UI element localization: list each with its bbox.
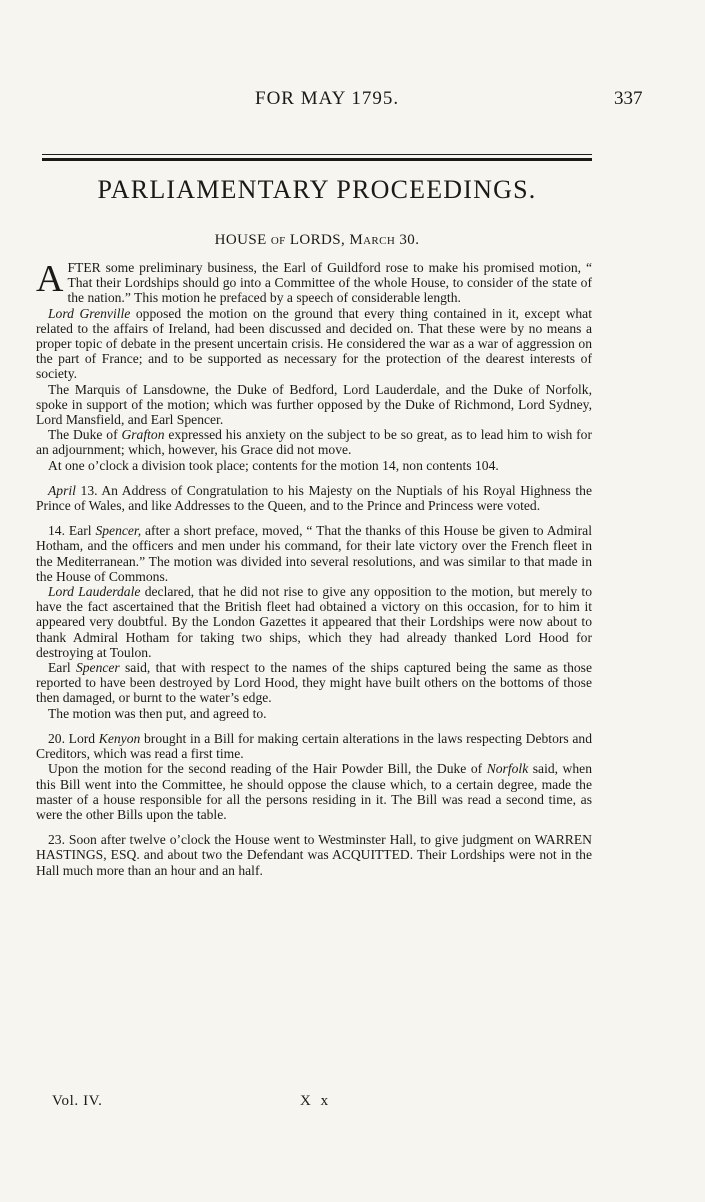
paragraph-text: after a short preface, moved, “ That the thanks of this House be given to Admiral Hotham, and the officers and men under his command, for their late victory over the French fleet in the Mediterranean.” The motion was divided into several resolutions, and was similar to that made in the House of Commons. [36,523,592,584]
paragraph-hair-powder [36,761,592,822]
date-label: April [48,482,76,498]
paragraph-lead: 14. Earl [48,523,96,539]
signature-mark: X x [300,1093,332,1109]
paragraph-division: At one o’clock a division took place; contents for the motion 14, non contents 104. [48,457,499,473]
paragraph-text: FTER some preliminary business, the Earl of Guildford rose to make his promised motion, “ That their Lordships should go into a Committee of the whole House, to consider of the state of the nation.” This motion he prefaced by a speech of considerable length. [67,260,592,306]
paragraph-text: 13. An Address of Congratulation to his Majesty on the Nuptials of his Royal Highness the Prince of Wales, and like Addresses to the Queen, and to the Prince and Princess were voted. [36,482,592,514]
paragraph-text: said, when this Bill went into the Committee, he should oppose the clause which, to a certain degree, made the master of a house responsible for all the persons residing in it. The Bill was read a second time, as were the other Bills upon the table. [36,761,592,822]
house-heading-of: of [270,232,286,248]
paragraph-motion-agreed: The motion was then put, and agreed to. [48,705,267,721]
volume-signature: Vol. IV. [52,1093,103,1109]
running-head-title: FOR MAY 1795. [255,88,400,109]
paragraph-text: brought in a Bill for making certain alterations in the laws respecting Debtors and Creditors, which was read a first time. [36,730,592,762]
paragraph-grenville [36,306,592,382]
house-heading-house: HOUSE [214,232,267,248]
house-heading-lords: LORDS, [289,232,346,248]
paragraph-lead: 20. Lord [48,730,99,746]
paragraph-lead: The Duke of [48,427,122,443]
paragraph-april-20 [36,731,592,761]
house-heading [42,232,592,249]
paragraph-grafton [36,427,592,457]
paragraph-text: opposed the motion on the ground that every thing contained in it, except what related to the affairs of Ireland, had been discussed and decided on. That these were by no means a proper topic of debate in the present uncertain crisis. He considered the war as a war of aggression on the part of France; and to be supported as necessary for the protection of the dearest interests of society. [36,305,592,382]
section-title: PARLIAMENTARY PROCEEDINGS. [97,175,537,204]
person-name: Spencer, [95,523,142,539]
person-name: Grafton [121,427,165,443]
page-number: 337 [614,88,643,109]
header-rule-thick [42,158,592,161]
paragraph-spencer [36,660,592,706]
paragraph-lauderdale [36,584,592,660]
person-name: Norfolk [486,761,529,777]
paragraph-april-23: 23. Soon after twelve o’clock the House went to Westminster Hall, to give judgment on WARREN HASTINGS, ESQ. and about two the Defendant was ACQUITTED. Their Lordships were not in the Hall much more than an hour and an half. [36,832,592,878]
house-heading-date: March 30. [349,232,420,248]
paragraph-lansdowne: The Marquis of Lansdowne, the Duke of Bedford, Lord Lauderdale, and the Duke of Norfolk, spoke in support of the motion; which was further opposed by the Duke of Richmond, Lord Sydney, Lord Mansfield, and Earl Spencer. [36,381,592,428]
page-footer [0,1093,705,1115]
person-name: Lord Grenville [48,305,131,321]
person-name: Spencer [75,660,120,676]
paragraph-lead: Upon the motion for the second reading of the Hair Powder Bill, the Duke of [48,761,487,777]
paragraph-text: expressed his anxiety on the subject to be so great, as to lead him to wish for an adjournment; which, however, his Grace did not move. [36,427,592,458]
paragraph-april-14 [36,523,592,584]
header-rule-thin [42,154,592,155]
paragraph-opening [36,260,592,306]
paragraph-text: said, that with respect to the names of the ships captured being the same as those reported to have been destroyed by Lord Hood, they might have built others on the bottoms of those then damaged, or burnt to the water’s edge. [36,660,592,706]
paragraph-april-13 [36,483,592,513]
paragraph-lead: Earl [48,660,76,676]
paragraph-text: declared, that he did not rise to give any opposition to the motion, but merely to have the fact ascertained that the British fleet had obtained a victory on this occasion, for to him it appeared very doubtful. By the London Gazettes it appeared that their Lordships were now about to thank Admiral Hotham for taking two ships, which they had already thanked Lord Hood for destroying at Toulon. [36,584,592,660]
drop-cap: A [36,258,64,300]
person-name: Kenyon [98,730,141,746]
article-body [36,260,592,878]
running-head [0,88,705,118]
person-name: Lord Lauderdale [48,584,141,600]
